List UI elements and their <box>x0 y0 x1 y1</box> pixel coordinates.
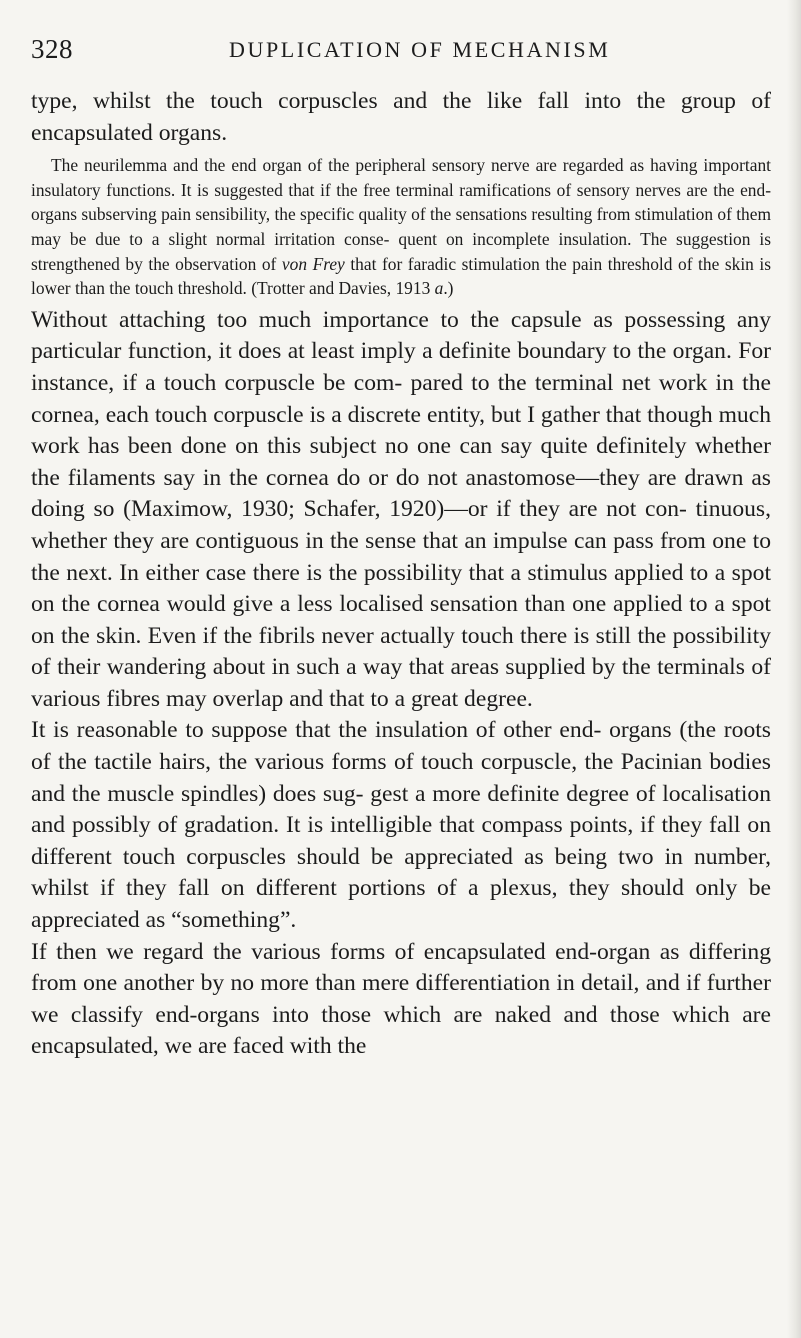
footnote-paragraph <box>31 153 771 301</box>
body-text <box>31 86 771 1063</box>
running-title: DUPLICATION OF MECHANISM <box>229 37 611 62</box>
note-author-name: von Frey <box>281 253 345 274</box>
paragraph-insulation: It is reasonable to suppose that the insulation of other end- organs (the roots of the tactile hairs, the various forms of touch corpuscle, the Pacinian bodies and the muscle spindles) does sug- gest a more definite degree of localisation and possibly of gradation. It is intelligible that compass points, if they fall on different touch corpuscles should be appreciated as being two in number, whilst if they fall on different portions of a plexus, they should only be appreciated as “something”. <box>31 717 771 934</box>
paragraph-continuation: type, whilst the touch corpuscles and the like fall into the group of encapsulated organs. <box>31 88 771 146</box>
paragraph-encapsulated: If then we regard the various forms of encapsulated end-organ as differing from one another by no more than mere differentiation in detail, and if further we classify end-organs into those which are naked and those which are encapsulated, we are faced with the <box>31 938 771 1060</box>
note-text-part2: that for faradic stimulation the pain threshold of the skin is lower than the touch threshold. (Trotter and Davies, 1913 <box>31 253 772 299</box>
page-edge-shadow <box>787 0 801 1338</box>
note-text-part1: The neurilemma and the end organ of the peripheral sensory nerve are regarded as having important insulatory functions. It is suggested that if the free terminal ramifications of sensory nerves are the end-organs subserving pain sensibility, the specific quality of the sensations resulting from stimulation of them may be due to a slight normal irritation conse- quent on incomplete insulation. The suggestion is strengthened by the observation of <box>31 155 771 274</box>
note-text-part3: .) <box>443 278 454 299</box>
page-number: 328 <box>31 34 73 64</box>
note-citation-letter: a <box>434 278 444 299</box>
running-header <box>31 34 771 74</box>
paragraph-capsule: Without attaching too much importance to the capsule as possessing any particular function, it does at least imply a definite boundary to the organ. For instance, if a touch corpuscle be com- pared to the terminal net work in the cornea, each touch corpuscle is a discrete entity, but I gather that though much work has been done on this subject no one can say quite definitely whether the filaments say in the cornea do or do not anastomose—they are drawn as doing so (Maximow, 1930; Schafer, 1920)—or if they are not con- tinuous, whether they are contiguous in the sense that an impulse can pass from one to the next. In either case there is the possibility that a stimulus applied to a spot on the cornea would give a less localised sensation than one applied to a spot on the skin. Even if the fibrils never actually touch there is still the possibility of their wandering about in such a way that areas supplied by the terminals of various fibres may overlap and that to a great degree. <box>31 306 771 712</box>
